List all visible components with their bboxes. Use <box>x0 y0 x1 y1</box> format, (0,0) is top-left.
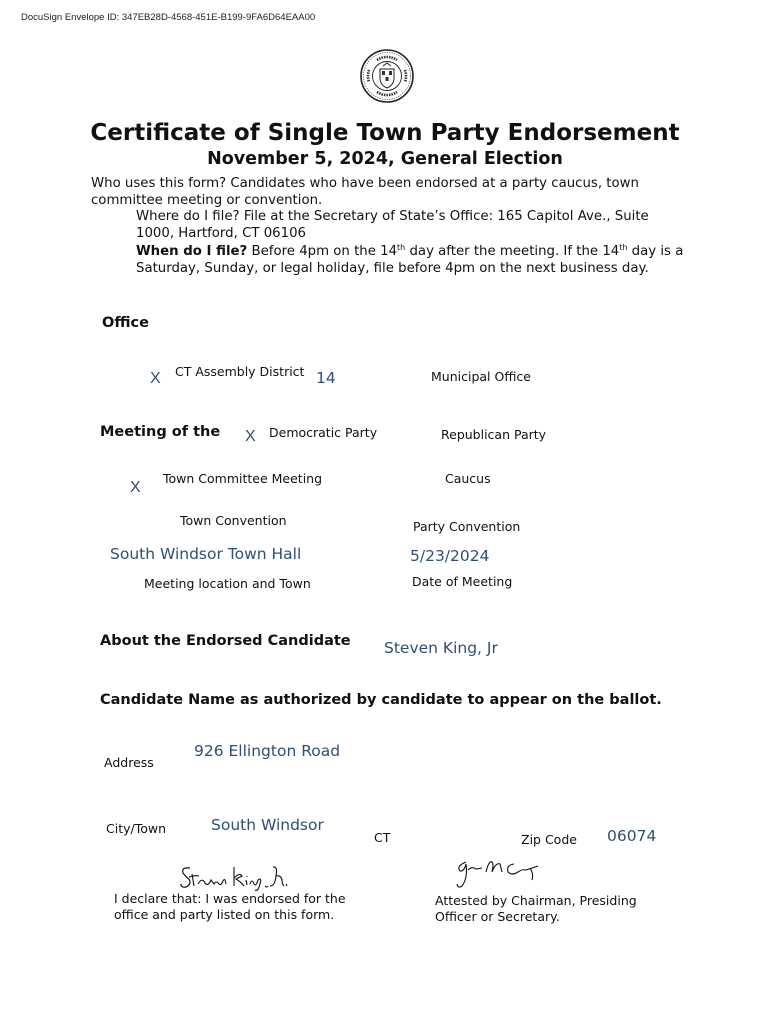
town-convention-label: Town Convention <box>180 513 287 528</box>
state-seal-icon <box>359 48 415 104</box>
candidate-heading: About the Endorsed Candidate <box>100 633 351 649</box>
candidate-name-field[interactable]: Steven King, Jr <box>384 639 498 657</box>
address-label: Address <box>104 755 154 770</box>
meeting-location-label: Meeting location and Town <box>144 576 311 591</box>
meeting-heading: Meeting of the <box>100 424 221 440</box>
when-text-3: day is a Saturday, Sunday, or legal holiday, file before 4pm on the next business day. <box>136 244 684 276</box>
zip-code-label: Zip Code <box>521 832 577 847</box>
page-title: Certificate of Single Town Party Endorsement <box>90 120 680 146</box>
ballot-name-heading: Candidate Name as authorized by candidate to appear on the ballot. <box>100 692 662 708</box>
zip-code-field[interactable]: 06074 <box>607 827 657 845</box>
when-text-1: Before 4pm on the 14 <box>247 244 398 259</box>
assembly-district-checkmark[interactable]: X <box>150 370 161 387</box>
town-committee-label: Town Committee Meeting <box>163 471 323 486</box>
party-convention-label: Party Convention <box>413 519 521 534</box>
page-subtitle: November 5, 2024, General Election <box>207 149 563 169</box>
when-sup-2: th <box>619 243 628 252</box>
republican-party-label: Republican Party <box>441 427 547 442</box>
when-sup-1: th <box>397 243 406 252</box>
address-field[interactable]: 926 Ellington Road <box>194 742 341 760</box>
when-file-text <box>136 243 696 277</box>
democratic-party-label: Democratic Party <box>269 425 378 440</box>
chairman-signature-icon[interactable] <box>452 856 544 890</box>
candidate-declaration-line2: office and party listed on this form. <box>114 907 335 922</box>
attest-line1: Attested by Chairman, Presiding <box>435 893 637 908</box>
city-field[interactable]: South Windsor <box>211 816 324 834</box>
municipal-office-label: Municipal Office <box>431 369 531 384</box>
state-value: CT <box>374 830 391 845</box>
meeting-location-field[interactable]: South Windsor Town Hall <box>110 545 302 563</box>
assembly-district-label: CT Assembly District <box>175 364 305 379</box>
meeting-date-field[interactable]: 5/23/2024 <box>410 547 490 565</box>
who-uses-text: Who uses this form? Candidates who have been endorsed at a party caucus, town committee meeting or convention. <box>91 176 639 208</box>
meeting-date-label: Date of Meeting <box>412 574 513 589</box>
when-text-2: day after the meeting. If the 14 <box>405 244 620 259</box>
assembly-district-field[interactable]: 14 <box>316 369 336 387</box>
town-committee-checkmark[interactable]: X <box>130 479 141 496</box>
when-file-label: When do I file? <box>136 244 248 259</box>
office-heading: Office <box>102 315 149 331</box>
city-label: City/Town <box>106 821 167 836</box>
caucus-label: Caucus <box>445 471 491 486</box>
attest-line2: Officer or Secretary. <box>435 909 560 924</box>
democratic-party-checkmark[interactable]: X <box>245 428 256 445</box>
where-file-text: Where do I file? File at the Secretary of State’s Office: 165 Capitol Ave., Suite 1000, Hartford, CT 06106 <box>136 209 649 241</box>
candidate-signature-icon[interactable] <box>178 862 290 892</box>
candidate-declaration-line1: I declare that: I was endorsed for the <box>114 891 346 906</box>
envelope-id: DocuSign Envelope ID: 347EB28D-4568-451E-B199-9FA6D64EAA00 <box>21 12 316 23</box>
